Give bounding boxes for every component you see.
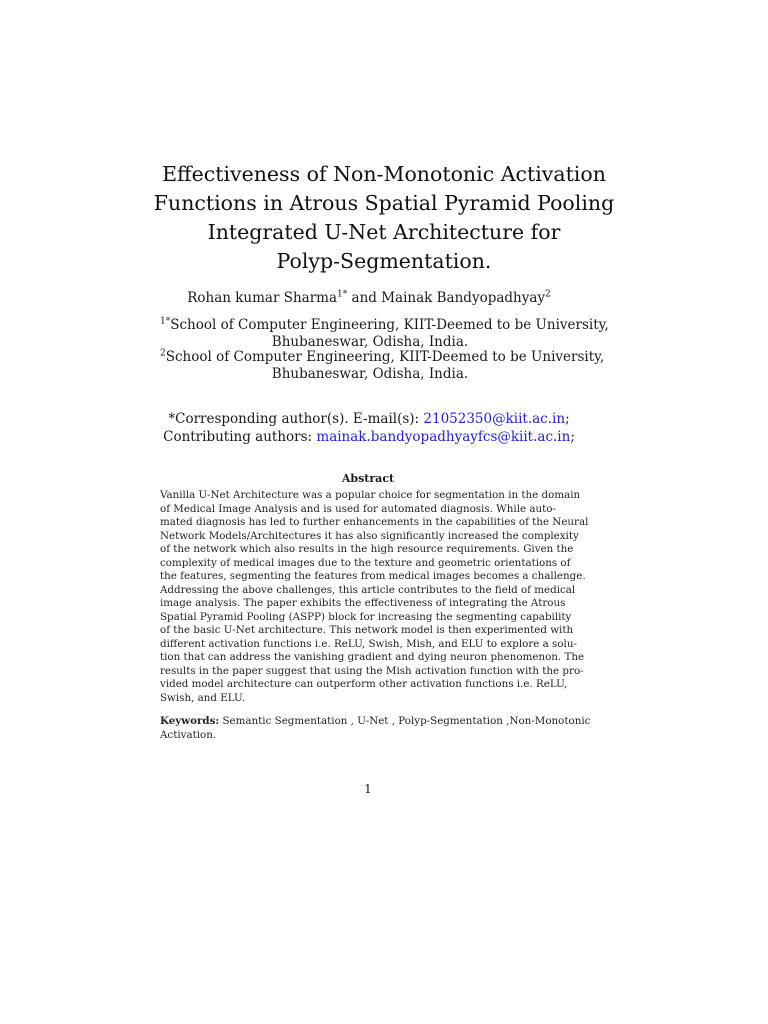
affiliation	[160, 348, 605, 383]
author-joiner: and	[347, 290, 382, 306]
contributing-authors-line	[0, 428, 738, 446]
abstract-line: Swish, and ELU.	[160, 691, 246, 704]
affiliation-line: Bhubaneswar, Odisha, India.	[271, 334, 469, 350]
author-affil-marker: 1*	[337, 289, 348, 300]
title-line: Integrated U-Net Architecture for	[207, 220, 561, 244]
page-number: 1	[364, 782, 372, 796]
abstract-line: mated diagnosis has led to further enhancements in the capabilities of the Neural	[160, 516, 589, 528]
abstract-line: results in the paper suggest that using the Mish activation function with the pro-	[160, 664, 584, 677]
abstract-line: different activation functions i.e. ReLU, Swish, Mish, and ELU to explore a solu-	[160, 637, 577, 650]
affiliation	[160, 316, 609, 351]
affiliation-text: School of Computer Engineering, KIIT-Deemed to be University,	[165, 349, 605, 365]
keywords-text: Semantic Segmentation , U-Net , Polyp-Segmentation ,Non-Monotonic	[219, 715, 591, 727]
author-affil-marker: 2	[545, 289, 551, 300]
corresponding-label: *Corresponding author(s). E-mail(s):	[168, 411, 424, 427]
affiliation-text: School of Computer Engineering, KIIT-Deemed to be University,	[170, 317, 609, 333]
email-link[interactable]: 21052350@kiit.ac.in	[423, 411, 566, 427]
affiliation-marker: 1*	[160, 316, 171, 327]
keywords-label: Keywords:	[160, 715, 220, 727]
keywords-line: Activation.	[160, 728, 217, 741]
title-line: Polyp-Segmentation.	[276, 249, 492, 273]
contributing-label: Contributing authors:	[163, 429, 317, 445]
abstract-line: vided model architecture can outperform other activation functions i.e. ReLU,	[160, 678, 568, 690]
title-line: Effectiveness of Non-Monotonic Activation	[162, 162, 606, 186]
author-name: Rohan kumar Sharma	[187, 290, 338, 306]
abstract-body	[160, 489, 589, 705]
title-line: Functions in Atrous Spatial Pyramid Pooling	[153, 191, 615, 215]
separator: ;	[565, 411, 570, 427]
abstract-line: of Medical Image Analysis and is used for automated diagnosis. While auto-	[160, 502, 556, 515]
keywords	[160, 715, 591, 742]
abstract-line: Spatial Pyramid Pooling (ASPP) block for increasing the segmenting capability	[160, 610, 572, 623]
abstract-line: Network Models/Architectures it has also significantly increased the complexity	[160, 529, 579, 542]
separator: ;	[570, 429, 575, 445]
abstract-line: Vanilla U-Net Architecture was a popular choice for segmentation in the domain	[160, 489, 581, 501]
affiliation-line	[160, 316, 609, 334]
keywords-line	[160, 715, 591, 729]
author-name: Mainak Bandyopadhyay	[381, 290, 546, 306]
email-link[interactable]: mainak.bandyopadhyayfcs@kiit.ac.in	[316, 429, 571, 445]
author-list	[0, 289, 738, 307]
abstract-heading: Abstract	[341, 472, 395, 485]
abstract-line: Addressing the above challenges, this article contributes to the field of medical	[160, 583, 576, 596]
affiliation-line	[160, 348, 605, 366]
abstract-line: complexity of medical images due to the texture and geometric orientations of	[160, 556, 571, 569]
abstract-line: of the network which also results in the high resource requirements. Given the	[160, 543, 574, 555]
abstract-line: image analysis. The paper exhibits the effectiveness of integrating the Atrous	[160, 597, 566, 609]
affiliation-line: Bhubaneswar, Odisha, India.	[271, 366, 469, 382]
affiliation-marker: 2	[160, 348, 166, 359]
corresponding-author-line	[0, 410, 738, 428]
abstract-line: of the basic U-Net architecture. This network model is then experimented with	[160, 624, 574, 636]
abstract-line: tion that can address the vanishing gradient and dying neuron phenomenon. The	[160, 651, 585, 663]
abstract-line: the features, segmenting the features from medical images becomes a challenge.	[160, 570, 586, 582]
correspondence	[0, 410, 738, 446]
paper-title	[0, 160, 768, 276]
